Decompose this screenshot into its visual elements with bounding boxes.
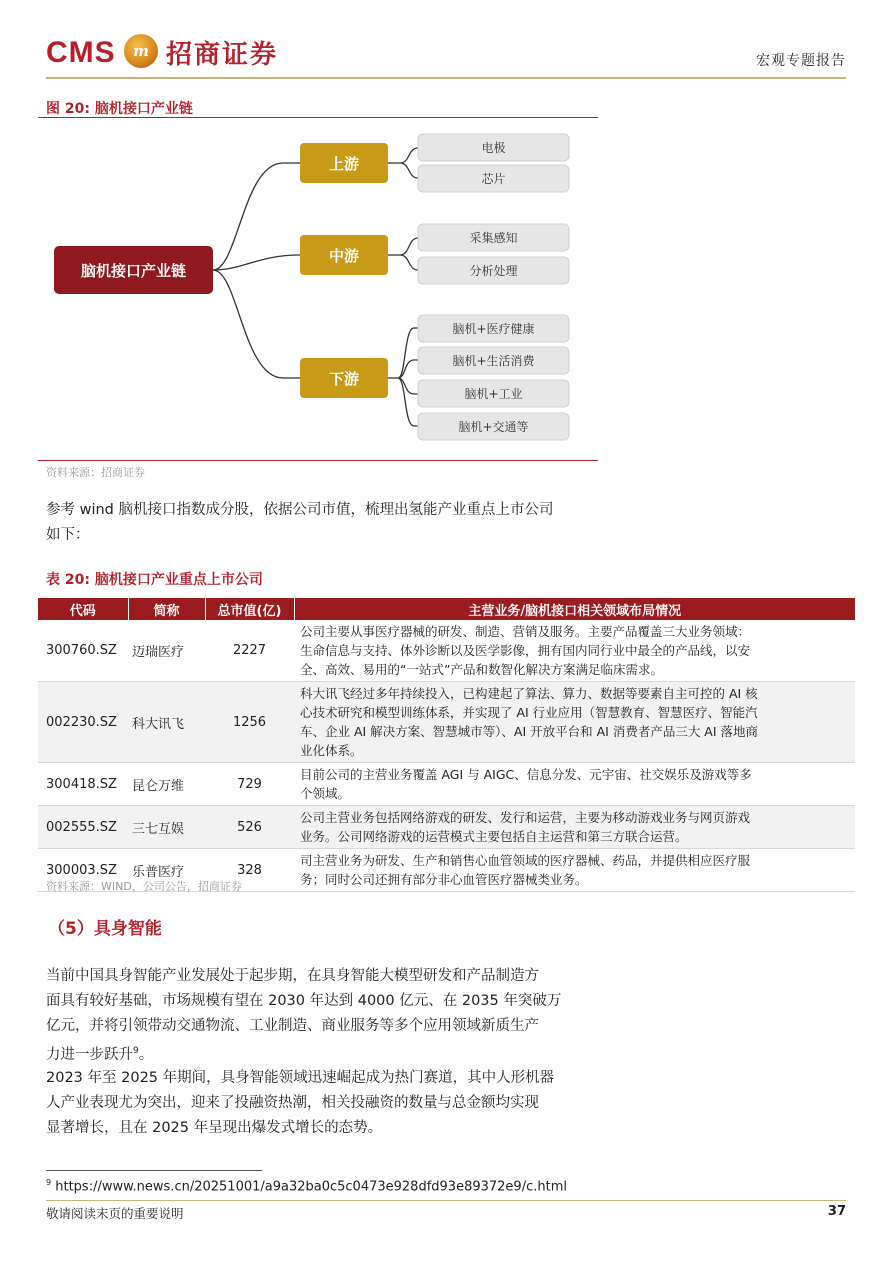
desc-line: 司主营业务为研发、生产和销售心血管领域的医疗器械、药品，并提供相应医疗服 (300, 853, 751, 868)
cell-market-cap: 2227 (205, 620, 294, 682)
section-paragraph-1 (46, 964, 598, 1068)
leaf-label: 芯片 (481, 172, 506, 186)
intro-line: 参考 wind 脑机接口指数成分股，依据公司市值，梳理出氢能产业重点上市公司 (46, 502, 554, 518)
cell-business (294, 620, 855, 682)
leaf-label: 脑机+医疗健康 (452, 322, 535, 336)
cell-code: 300418.SZ (38, 763, 128, 806)
desc-line: 车、企业 AI 解决方案、智慧城市等）、AI 开放平台和 AI 消费者产品三大 AI 落地商 (300, 724, 759, 739)
header-business: 主营业务/脑机接口相关领域布局情况 (294, 598, 855, 620)
upstream-label: 上游 (328, 155, 360, 173)
page-number: 37 (827, 1204, 846, 1219)
desc-line: 心技术研究和模型训练体系，并实现了 AI 行业应用（智慧教育、智慧医疗、智能汽 (300, 705, 758, 720)
leaf-label: 脑机+生活消费 (452, 354, 535, 368)
desc-line: 公司主要从事医疗器械的研发、制造、营销及服务。主要产品覆盖三大业务领域： (300, 624, 751, 639)
para-text: 力进一步跃升 (46, 1046, 133, 1063)
header-code: 代码 (38, 598, 128, 620)
para-end: 。 (138, 1046, 154, 1063)
table-row (38, 620, 855, 682)
leaf-label: 脑机+交通等 (458, 420, 529, 434)
table-header-row (38, 598, 855, 620)
para-line-last (46, 1039, 598, 1068)
leaf-label: 采集感知 (469, 231, 518, 245)
logo-company-name: 招商证券 (166, 40, 279, 70)
desc-line: 业化体系。 (300, 743, 363, 758)
bracket-upstream (388, 148, 418, 178)
figure-source: 资料来源：招商证券 (46, 466, 145, 479)
cell-name: 三七互娱 (128, 806, 205, 849)
footer-divider (46, 1200, 846, 1201)
para-line: 人产业表现尤为突出，迎来了投融资热潮，相关投融资的数量与总金额均实现 (46, 1095, 539, 1111)
table-source: 资料来源：WIND，公司公告，招商证券 (46, 880, 242, 893)
cell-code: 002230.SZ (38, 682, 128, 763)
para-line: 显著增长，且在 2025 年呈现出爆发式增长的态势。 (46, 1120, 383, 1136)
table-title: 表 20: 脑机接口产业重点上市公司 (46, 572, 263, 588)
midstream-label: 中游 (328, 247, 360, 265)
cell-name: 迈瑞医疗 (128, 620, 205, 682)
footnote-url[interactable]: https://www.news.cn/20251001/a9a32ba0c5c0473e928dfd93e89372e9/c.html (55, 1179, 567, 1195)
desc-line: 公司主营业务包括网络游戏的研发、发行和运营，主要为移动游戏业务与网页游戏 (300, 810, 751, 825)
cell-code: 300003.SZ (38, 849, 128, 892)
cell-market-cap: 1256 (205, 682, 294, 763)
bracket-downstream (388, 328, 418, 426)
footnote (46, 1178, 567, 1194)
cell-business (294, 849, 855, 892)
cell-market-cap: 729 (205, 763, 294, 806)
footnote-number: 9 (46, 1178, 52, 1187)
cell-market-cap: 328 (205, 849, 294, 892)
root-node-label: 脑机接口产业链 (80, 262, 187, 280)
industry-chain-diagram (38, 118, 598, 460)
desc-line: 目前公司的主营业务覆盖 AGI 与 AIGC、信息分发、元宇宙、社交娱乐及游戏等多 (300, 767, 752, 782)
logo-cms-text: CMS (46, 36, 116, 69)
cell-business (294, 806, 855, 849)
cell-business (294, 682, 855, 763)
figure-bottom-rule (38, 460, 598, 461)
desc-line: 科大讯飞经过多年持续投入，已构建起了算法、算力、数据等要素自主可控的 AI 核 (300, 686, 758, 701)
para-line: 2023 年至 2025 年期间，具身智能领域迅速崛起成为热门赛道，其中人形机器 (46, 1070, 555, 1086)
para-line: 当前中国具身智能产业发展处于起步期，在具身智能大模型研发和产品制造方 (46, 968, 539, 984)
leaf-label: 脑机+工业 (464, 387, 523, 401)
intro-paragraph (46, 498, 598, 548)
cell-code: 300760.SZ (38, 620, 128, 682)
desc-line: 务；同时公司还拥有部分非心血管医疗器械类业务。 (300, 872, 588, 887)
table-row (38, 682, 855, 763)
figure-title: 图 20: 脑机接口产业链 (46, 101, 193, 117)
header-market-cap: 总市值(亿) (205, 598, 294, 620)
desc-line: 业务。公司网络游戏的运营模式主要包括自主运营和第三方联合运营。 (300, 829, 688, 844)
table-row (38, 806, 855, 849)
intro-line: 如下： (46, 527, 90, 543)
footer-disclaimer: 敬请阅读末页的重要说明 (46, 1206, 184, 1221)
cell-name: 乐普医疗 (128, 849, 205, 892)
section-title: （5）具身智能 (48, 919, 162, 939)
footnote-divider (46, 1170, 262, 1171)
logo-seal-icon: m (124, 34, 158, 68)
desc-line: 生命信息与支持、体外诊断以及医学影像，拥有国内同行业中最全的产品线，以安 (300, 643, 751, 658)
desc-line: 个领域。 (300, 786, 351, 801)
connector-root-upstream (213, 163, 300, 270)
para-line: 面具有较好基础，市场规模有望在 2030 年达到 4000 亿元、在 2035 年突破万 (46, 993, 562, 1009)
footnote-ref[interactable]: 9 (133, 1046, 139, 1056)
downstream-label: 下游 (328, 370, 360, 388)
cell-market-cap: 526 (205, 806, 294, 849)
bracket-midstream (388, 238, 418, 270)
header-divider (46, 77, 846, 79)
leaf-label: 电极 (481, 141, 506, 155)
desc-line: 全、高效、易用的“一站式”产品和数智化解决方案满足临床需求。 (300, 662, 663, 677)
table-row (38, 763, 855, 806)
cell-name: 科大讯飞 (128, 682, 205, 763)
cell-name: 昆仑万维 (128, 763, 205, 806)
section-paragraph-2 (46, 1066, 598, 1141)
cell-code: 002555.SZ (38, 806, 128, 849)
report-type: 宏观专题报告 (756, 53, 846, 69)
company-logo (46, 32, 296, 72)
connector-root-downstream (213, 270, 300, 378)
companies-table (38, 598, 855, 892)
header-name: 简称 (128, 598, 205, 620)
cell-business (294, 763, 855, 806)
leaf-label: 分析处理 (469, 264, 518, 278)
connector-root-midstream (213, 255, 300, 270)
para-line: 亿元，并将引领带动交通物流、工业制造、商业服务等多个应用领域新质生产 (46, 1018, 539, 1034)
